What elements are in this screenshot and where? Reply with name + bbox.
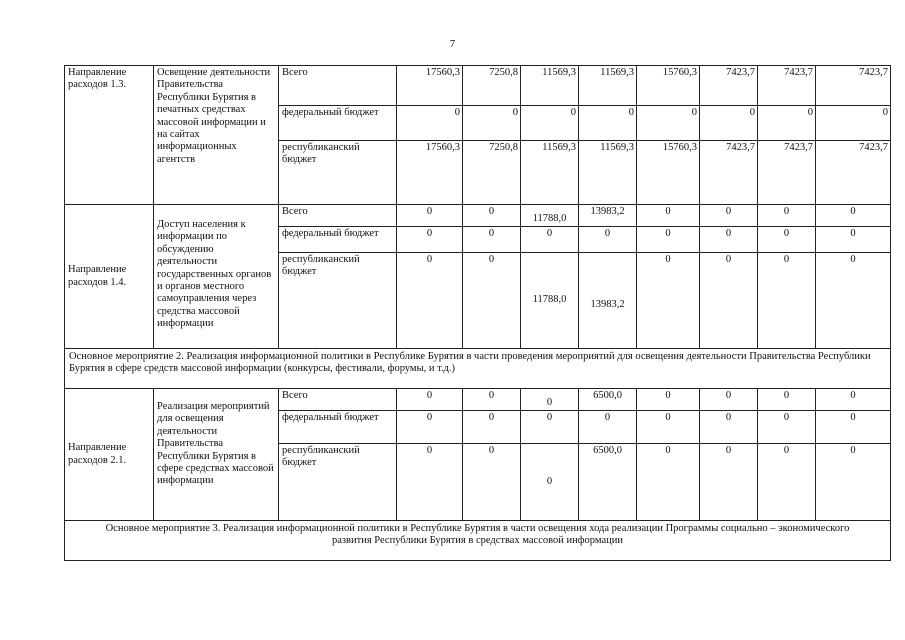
value-cell: 0: [758, 389, 816, 411]
direction-cell: Направление расходов 1.4.: [65, 205, 154, 349]
value-cell: 0: [700, 253, 758, 349]
value-cell: 0: [758, 411, 816, 444]
main-activity-2: Основное мероприятие 2. Реализация информационной политики в Республике Бурятия в части проведения мероприятий для освещения деятельности Правительства Республики Бурятия в сфере средств массовой информации (конкурсы, фестивали, форумы, и т.д.): [65, 349, 891, 389]
value-cell: 0: [637, 106, 700, 141]
value-cell: 0: [397, 389, 463, 411]
value-cell: 0: [816, 411, 891, 444]
value-cell: 0: [463, 253, 521, 349]
value-cell: 0: [463, 444, 521, 521]
value-cell: 0: [397, 205, 463, 227]
table-row: [65, 349, 891, 389]
value-cell: 17560,3: [397, 141, 463, 205]
value-cell: 11569,3: [521, 141, 579, 205]
page-number: 7: [449, 38, 456, 50]
value-cell: 0: [521, 106, 579, 141]
row-label: Всего: [279, 66, 397, 106]
table-row: [65, 205, 891, 227]
value-cell: 0: [579, 227, 637, 253]
value-cell: 0: [700, 444, 758, 521]
table-row: [65, 389, 891, 411]
row-label: республиканский бюджет: [279, 253, 397, 349]
value-cell: 7423,7: [816, 141, 891, 205]
value-cell: 6500,0: [579, 389, 637, 411]
value-cell: 15760,3: [637, 141, 700, 205]
value-cell: 0: [700, 227, 758, 253]
value-cell: 0: [521, 411, 579, 444]
description-cell: Доступ населения к информации по обсуждению деятельности государственных органов и органов местного самоуправления через средства массовой информации: [154, 205, 279, 349]
value-cell: 11569,3: [579, 66, 637, 106]
value-cell: 0: [397, 444, 463, 521]
value-cell: 0: [521, 444, 579, 521]
value-cell: 7423,7: [758, 66, 816, 106]
value-cell: 0: [637, 411, 700, 444]
value-cell: 0: [816, 205, 891, 227]
value-cell: 0: [758, 205, 816, 227]
value-cell: 7423,7: [758, 141, 816, 205]
value-cell: 6500,0: [579, 444, 637, 521]
table-row: [65, 66, 891, 106]
value-cell: 7423,7: [816, 66, 891, 106]
value-cell: 0: [758, 227, 816, 253]
value-cell: 7250,8: [463, 66, 521, 106]
value-cell: 0: [816, 106, 891, 141]
value-cell: 11569,3: [579, 141, 637, 205]
value-cell: 0: [637, 389, 700, 411]
value-cell: 0: [700, 205, 758, 227]
value-cell: 11788,0: [521, 205, 579, 227]
row-label: республиканский бюджет: [279, 444, 397, 521]
value-cell: 0: [463, 389, 521, 411]
value-cell: 0: [816, 227, 891, 253]
value-cell: 0: [579, 411, 637, 444]
row-label: Всего: [279, 389, 397, 411]
value-cell: 0: [463, 205, 521, 227]
row-label: республиканский бюджет: [279, 141, 397, 205]
value-cell: 0: [397, 227, 463, 253]
description-cell: Реализация мероприятий для освещения деятельности Правительства Республики Бурятия в сфере средствах массовой информации: [154, 389, 279, 521]
value-cell: 7423,7: [700, 66, 758, 106]
direction-cell: Направление расходов 1.3.: [65, 66, 154, 205]
row-label: Всего: [279, 205, 397, 227]
value-cell: 0: [521, 227, 579, 253]
value-cell: 0: [521, 389, 579, 411]
value-cell: 0: [397, 253, 463, 349]
value-cell: 0: [579, 106, 637, 141]
description-cell: Освещение деятельности Правительства Республики Бурятия в печатных средствах массовой информации и на сайтах информационных агентств: [154, 66, 279, 205]
value-cell: 0: [637, 205, 700, 227]
value-cell: 13983,2: [579, 253, 637, 349]
value-cell: 11788,0: [521, 253, 579, 349]
value-cell: 0: [700, 411, 758, 444]
value-cell: 0: [463, 227, 521, 253]
value-cell: 0: [816, 253, 891, 349]
value-cell: 0: [758, 444, 816, 521]
value-cell: 0: [758, 106, 816, 141]
row-label: федеральный бюджет: [279, 106, 397, 141]
value-cell: 0: [700, 106, 758, 141]
value-cell: 0: [397, 411, 463, 444]
row-label: федеральный бюджет: [279, 411, 397, 444]
table-row: [65, 521, 891, 561]
direction-cell: Направление расходов 2.1.: [65, 389, 154, 521]
value-cell: 11569,3: [521, 66, 579, 106]
value-cell: 0: [758, 253, 816, 349]
value-cell: 0: [397, 106, 463, 141]
value-cell: 0: [816, 389, 891, 411]
value-cell: 0: [463, 411, 521, 444]
value-cell: 0: [463, 106, 521, 141]
row-label: федеральный бюджет: [279, 227, 397, 253]
value-cell: 7250,8: [463, 141, 521, 205]
value-cell: 15760,3: [637, 66, 700, 106]
value-cell: 13983,2: [579, 205, 637, 227]
value-cell: 7423,7: [700, 141, 758, 205]
value-cell: 0: [637, 227, 700, 253]
value-cell: 17560,3: [397, 66, 463, 106]
budget-table: [64, 65, 891, 561]
value-cell: 0: [637, 444, 700, 521]
value-cell: 0: [816, 444, 891, 521]
value-cell: 0: [637, 253, 700, 349]
value-cell: 0: [700, 389, 758, 411]
main-activity-3: Основное мероприятие 3. Реализация информационной политики в Республике Бурятия в части освещения хода реализации Программы социально – экономического развития Республики Бурятия в средствах массовой информации: [65, 521, 891, 561]
